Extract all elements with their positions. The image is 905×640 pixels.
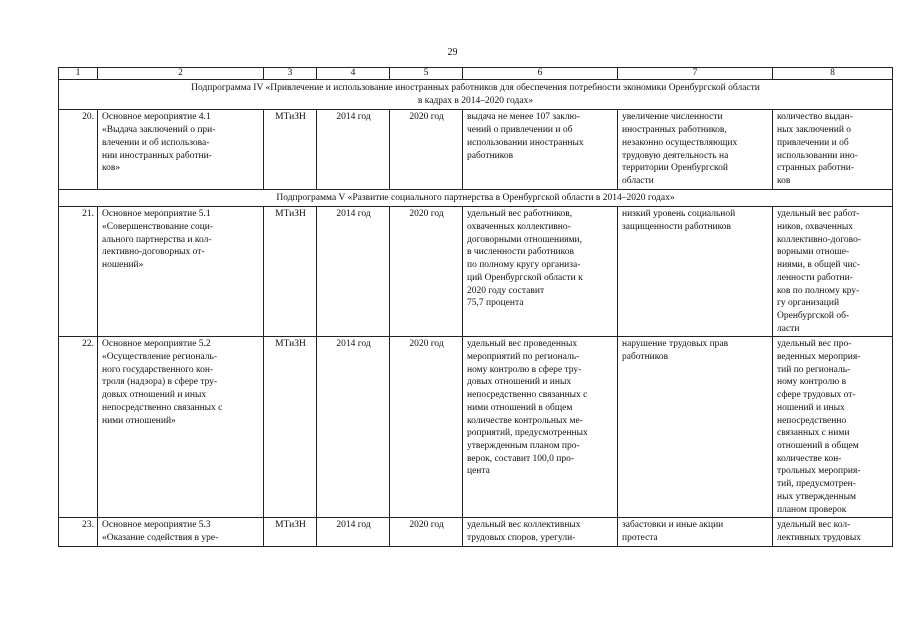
row-number: 22. bbox=[59, 337, 98, 518]
measure-name: Основное мероприятие 5.3 «Оказание содействия в уре- bbox=[98, 518, 264, 546]
start-year: 2014 год bbox=[317, 518, 390, 546]
executor: МТиЗН bbox=[264, 518, 317, 546]
expected-result: удельный вес работников, охваченных коллективно- договорными отношениями, в численности работников по полному кругу организа- ций Оренбургской области к 2020 году составит 75,7 процента bbox=[463, 207, 618, 337]
non-implementation-consequences: забастовки и иные акции протеста bbox=[618, 518, 773, 546]
non-implementation-consequences: нарушение трудовых прав работников bbox=[618, 337, 773, 518]
non-implementation-consequences: низкий уровень социальной защищенности работников bbox=[618, 207, 773, 337]
end-year: 2020 год bbox=[390, 337, 463, 518]
column-number-row bbox=[59, 68, 893, 80]
column-header-1: 1 bbox=[59, 68, 98, 80]
executor: МТиЗН bbox=[264, 337, 317, 518]
column-header-6: 6 bbox=[463, 68, 618, 80]
expected-result: удельный вес проведенных мероприятий по региональ- ному контролю в сфере тру- довых отношений и иных непосредственно связанных с ними отношений в общем количестве контрольных ме- роприятий, предусмотренных утвержденным планом про- верок, составит 100,0 про- цента bbox=[463, 337, 618, 518]
end-year: 2020 год bbox=[390, 518, 463, 546]
expected-result: удельный вес коллективных трудовых споров, урегули- bbox=[463, 518, 618, 546]
measure-name: Основное мероприятие 5.1 «Совершенствование соци- ального партнерства и кол- лективно-договорных от- ношений» bbox=[98, 207, 264, 337]
table-row bbox=[59, 110, 893, 189]
start-year: 2014 год bbox=[317, 207, 390, 337]
measure-name: Основное мероприятие 4.1 «Выдача заключений о при- влечении и об использова- нии иностранных работни- ков» bbox=[98, 110, 264, 189]
row-number: 20. bbox=[59, 110, 98, 189]
page-number: 29 bbox=[447, 47, 458, 58]
measures-table bbox=[58, 67, 893, 547]
column-header-2: 2 bbox=[98, 68, 264, 80]
row-number: 21. bbox=[59, 207, 98, 337]
related-indicator: удельный вес про- веденных мероприя- тий по региональ- ному контролю в сфере трудовых от- ношений и иных непосредственно связанных с ними отношений в общем количестве кон- трольных мероприя- тий, предусмотрен- ных утвержденным планом проверок bbox=[773, 337, 893, 518]
executor: МТиЗН bbox=[264, 207, 317, 337]
expected-result: выдача не менее 107 заклю- чений о привлечении и об использовании иностранных работников bbox=[463, 110, 618, 189]
table-row bbox=[59, 207, 893, 337]
measure-name: Основное мероприятие 5.2 «Осуществление региональ- ного государственного кон- троля (надзора) в сфере тру- довых отношений и иных непосредственно связанных с ними отношений» bbox=[98, 337, 264, 518]
column-header-8: 8 bbox=[773, 68, 893, 80]
related-indicator: количество выдан- ных заключений о привлечении и об использовании ино- странных работни- ков bbox=[773, 110, 893, 189]
start-year: 2014 год bbox=[317, 337, 390, 518]
column-header-7: 7 bbox=[618, 68, 773, 80]
non-implementation-consequences: увеличение численности иностранных работников, незаконно осуществляющих трудовую деятельность на территории Оренбургской области bbox=[618, 110, 773, 189]
column-header-5: 5 bbox=[390, 68, 463, 80]
related-indicator: удельный вес кол- лективных трудовых bbox=[773, 518, 893, 546]
table-row bbox=[59, 518, 893, 546]
end-year: 2020 год bbox=[390, 110, 463, 189]
subprogram-iv-title: Подпрограмма IV «Привлечение и использование иностранных работников для обеспечения потребности экономики Оренбургской области в кадрах в 2014–2020 годах» bbox=[59, 80, 893, 110]
executor: МТиЗН bbox=[264, 110, 317, 189]
column-header-4: 4 bbox=[317, 68, 390, 80]
row-number: 23. bbox=[59, 518, 98, 546]
end-year: 2020 год bbox=[390, 207, 463, 337]
related-indicator: удельный вес работ- ников, охваченных коллективно-догово- ворными отноше- ниями, в общей чис- ленности работни- ков по полному кру- гу организаций Оренбургской об- ласти bbox=[773, 207, 893, 337]
subprogram-v-header bbox=[59, 189, 893, 207]
subprogram-iv-header bbox=[59, 80, 893, 110]
table-row bbox=[59, 337, 893, 518]
column-header-3: 3 bbox=[264, 68, 317, 80]
start-year: 2014 год bbox=[317, 110, 390, 189]
subprogram-v-title: Подпрограмма V «Развитие социального партнерства в Оренбургской области в 2014–2020 годах» bbox=[59, 189, 893, 207]
